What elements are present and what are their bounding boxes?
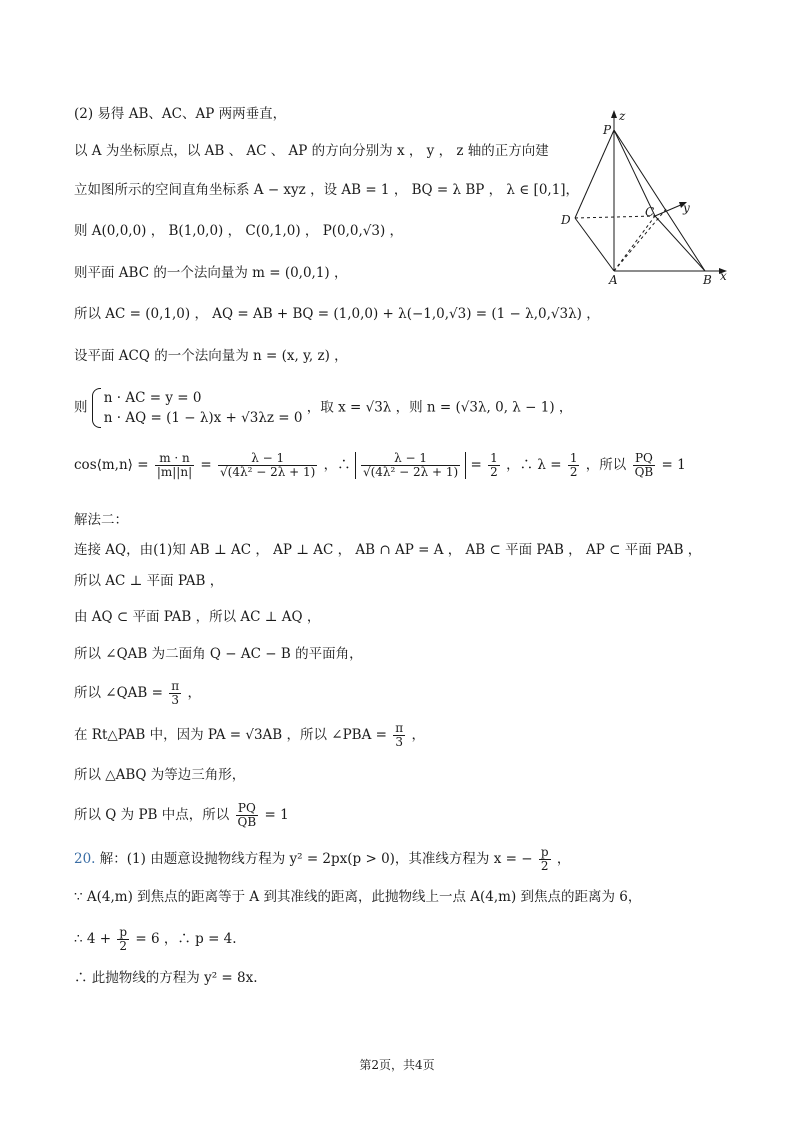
line-20: ∵ A(4,m) 到焦点的距离等于 A 到其准线的距离，此抛物线上一点 A(4,m) 到焦点的距离为 6， bbox=[74, 889, 642, 905]
absolute-value bbox=[355, 452, 466, 479]
line-1: (2) 易得 AB、AC、AP 两两垂直， bbox=[74, 106, 287, 122]
line-12: 所以 AC ⊥ 平面 PAB ， bbox=[74, 573, 224, 589]
fraction-half bbox=[488, 452, 500, 479]
edge-DC bbox=[575, 216, 655, 218]
label-z: z bbox=[619, 109, 626, 123]
fraction-den: 2 bbox=[490, 465, 498, 480]
fraction-pi-3 bbox=[393, 722, 405, 749]
edge-DA bbox=[575, 218, 614, 271]
edge-CB bbox=[655, 216, 705, 271]
line-14: 所以 ∠QAB 为二面角 Q − AC − B 的平面角， bbox=[74, 646, 363, 662]
fraction-half-2 bbox=[568, 452, 580, 479]
edge-PD bbox=[575, 130, 614, 218]
z-axis-arrow bbox=[611, 110, 617, 118]
fraction-lambda-abs bbox=[361, 452, 460, 479]
y-axis-hidden bbox=[614, 216, 655, 271]
fraction-num: λ − 1 bbox=[361, 452, 460, 466]
equals: = bbox=[470, 457, 482, 474]
line-22: ∴ 此抛物线的方程为 y² = 8x. bbox=[74, 970, 258, 986]
equals-one: = 1 bbox=[661, 457, 686, 474]
label-C: C bbox=[645, 205, 655, 219]
line-13: 由 AQ ⊂ 平面 PAB ，所以 AC ⊥ AQ ， bbox=[74, 609, 321, 625]
label-A: A bbox=[609, 273, 618, 287]
equals-one: = 1 bbox=[264, 807, 289, 824]
text: 所以 ∠QAB = bbox=[74, 685, 163, 702]
line-17: 所以 △ABQ 为等边三角形， bbox=[74, 767, 246, 783]
equation-system bbox=[92, 388, 303, 428]
fraction-num: λ − 1 bbox=[218, 452, 317, 466]
pyramid-diagram bbox=[555, 108, 735, 288]
line-8 bbox=[74, 388, 572, 428]
fraction-num: 1 bbox=[490, 451, 498, 465]
fraction-pq-qb bbox=[236, 802, 259, 829]
fraction-num: m · n bbox=[155, 452, 194, 466]
comma: ， bbox=[411, 727, 425, 744]
comma: ， bbox=[556, 851, 571, 868]
fraction-num: PQ bbox=[236, 802, 259, 816]
y-axis bbox=[655, 204, 683, 216]
line-8-suffix: ，取 x = √3λ ，则 n = (√3λ, 0, λ − 1) ， bbox=[306, 399, 573, 416]
fraction-den: √(4λ² − 2λ + 1) bbox=[362, 465, 459, 480]
line-6: 所以 AC = (0,1,0) ， AQ = AB + BQ = (1,0,0) + λ(−1,0,√3) = (1 − λ,0,√3λ) ， bbox=[74, 306, 600, 322]
text: 解：(1) 由题意设抛物线方程为 y² = 2px(p > 0)，其准线方程为 x = − bbox=[99, 851, 533, 868]
fraction-den: QB bbox=[237, 815, 257, 830]
fraction-num: 1 bbox=[569, 451, 578, 465]
system-row-1: n · AC = y = 0 bbox=[103, 390, 202, 406]
fraction-num: PQ bbox=[633, 452, 656, 466]
fraction-p-2 bbox=[539, 846, 551, 873]
fraction-num: π bbox=[395, 721, 404, 735]
coordinate-figure bbox=[555, 108, 735, 288]
fraction-lambda bbox=[218, 452, 317, 479]
edge-AQ bbox=[614, 208, 667, 271]
label-y: y bbox=[683, 201, 690, 215]
page-footer: 第2页，共4页 bbox=[359, 1058, 435, 1072]
system-row-2: n · AQ = (1 − λ)x + √3λz = 0 bbox=[103, 410, 303, 426]
fraction-mn bbox=[155, 452, 194, 479]
line-15 bbox=[74, 680, 201, 707]
brace bbox=[92, 388, 101, 428]
line-2: 以 A 为坐标原点，以 AB 、 AC 、 AP 的方向分别为 x ， y ， z 轴的正方向建 bbox=[74, 143, 549, 159]
fraction-den: QB bbox=[634, 465, 654, 480]
fraction-num: π bbox=[171, 679, 180, 693]
label-x: x bbox=[720, 269, 727, 283]
fraction-den: |m||n| bbox=[156, 465, 193, 480]
line-16 bbox=[74, 722, 425, 749]
fraction-den: 2 bbox=[540, 859, 549, 874]
fraction-den: √(4λ² − 2λ + 1) bbox=[220, 465, 316, 480]
fraction-den: 3 bbox=[395, 735, 404, 750]
label-B: B bbox=[703, 273, 712, 287]
text: 所以 Q 为 PB 中点，所以 bbox=[74, 807, 230, 824]
line-11: 连接 AQ，由(1)知 AB ⊥ AC ， AP ⊥ AC ， AB ∩ AP = A ， AB ⊂ 平面 PAB ， AP ⊂ 平面 PAB ， bbox=[74, 542, 702, 558]
fraction-num: p bbox=[540, 845, 549, 859]
line-19 bbox=[74, 846, 570, 873]
fraction-pq-qb bbox=[633, 452, 656, 479]
fraction-den: 3 bbox=[171, 693, 180, 708]
equals: = bbox=[200, 457, 212, 474]
line-4: 则 A(0,0,0) ， B(1,0,0) ， C(0,1,0) ， P(0,0,√3) ， bbox=[74, 223, 404, 239]
line-3: 立如图所示的空间直角坐标系 A − xyz ，设 AB = 1 ， BQ = λ BP ， λ ∈ [0,1]， bbox=[74, 182, 580, 198]
text: = 6 ，∴ p = 4. bbox=[135, 931, 237, 948]
text: 在 Rt△PAB 中，因为 PA = √3AB ，所以 ∠PBA = bbox=[74, 727, 387, 744]
cos-label: cos⟨m,n⟩ = bbox=[74, 457, 149, 474]
line-7: 设平面 ACQ 的一个法向量为 n = (x, y, z) ， bbox=[74, 348, 348, 364]
line-9 bbox=[74, 452, 686, 479]
line-5: 则平面 ABC 的一个法向量为 m = (0,0,1) ， bbox=[74, 265, 348, 281]
therefore: ，∴ bbox=[323, 457, 351, 474]
comma: ， bbox=[187, 685, 201, 702]
therefore-lambda: ，∴ λ = bbox=[506, 457, 562, 474]
text: ∴ 4 + bbox=[74, 931, 112, 948]
fraction-num: p bbox=[119, 925, 128, 939]
question-number: 20. bbox=[74, 851, 96, 868]
line-10: 解法二： bbox=[74, 512, 128, 528]
fraction-p-2 bbox=[117, 926, 129, 953]
line-21 bbox=[74, 926, 237, 953]
fraction-pi-3 bbox=[169, 680, 181, 707]
so-text: ，所以 bbox=[585, 457, 627, 474]
fraction-den: 2 bbox=[569, 465, 578, 480]
edge-PB bbox=[614, 130, 705, 271]
line-18 bbox=[74, 802, 289, 829]
label-D: D bbox=[561, 213, 571, 227]
edge-PC bbox=[614, 130, 655, 216]
line-8-prefix: 则 bbox=[74, 399, 88, 416]
fraction-den: 2 bbox=[119, 939, 128, 954]
label-P: P bbox=[603, 123, 612, 137]
